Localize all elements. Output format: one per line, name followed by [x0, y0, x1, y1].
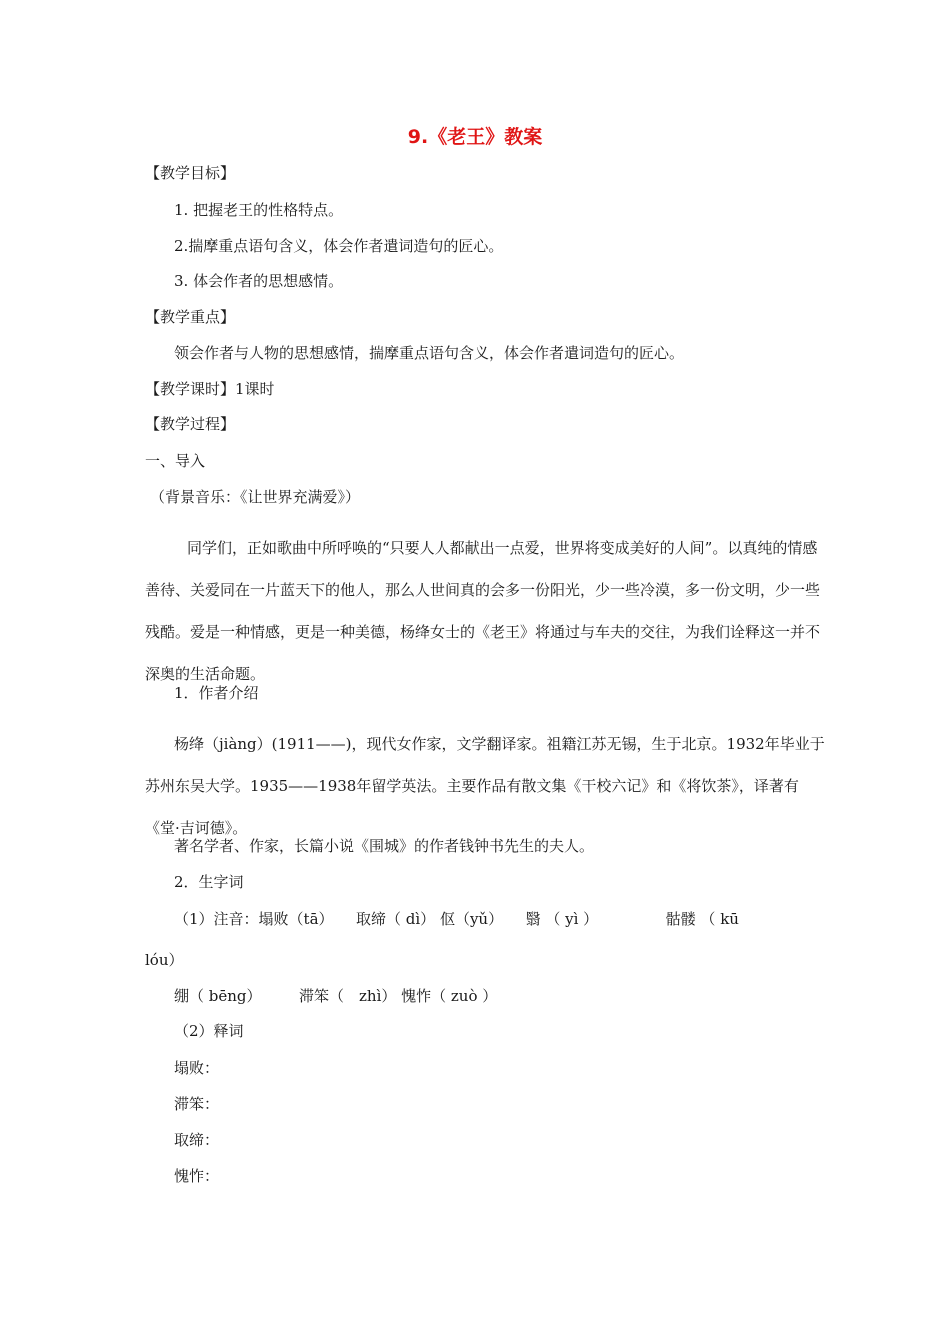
definition-item-3: 取缔： [174, 1131, 220, 1149]
definition-item-2: 滞笨： [174, 1095, 220, 1113]
pinyin-line-2: 绷（ bēng） 滞笨（ zhì） 愧怍（ zuò ） [174, 987, 498, 1005]
background-music-note: （背景音乐：《让世界充满爱》） [150, 488, 361, 506]
class-hours: 【教学课时】1课时 [145, 380, 275, 398]
author-note: 著名学者、作家，长篇小说《围城》的作者钱钟书先生的夫人。 [174, 837, 595, 855]
goal-item-3: 3. 体会作者的思想感情。 [174, 272, 344, 290]
pinyin-line-1: （1）注音：塌败（tā） 取缔（ dì） 伛（yǔ） 翳 （ yì ） 骷髅 （ kū [174, 910, 739, 928]
vocab-heading: 2．生字词 [174, 873, 244, 891]
author-heading: 1．作者介绍 [174, 684, 259, 702]
pinyin-line-1-continued: lóu） [145, 951, 184, 969]
key-points-text: 领会作者与人物的思想感情，揣摩重点语句含义，体会作者遣词造句的匠心。 [174, 344, 685, 362]
goal-item-2: 2.揣摩重点语句含义，体会作者遣词造句的匠心。 [174, 237, 504, 255]
document-title: 9.《老王》教案 [407, 126, 543, 148]
key-points-heading: 【教学重点】 [145, 308, 236, 326]
process-heading: 【教学过程】 [145, 415, 236, 433]
goal-item-1: 1. 把握老王的性格特点。 [174, 201, 344, 219]
definition-item-1: 塌败： [174, 1059, 220, 1077]
intro-heading: 一、导入 [145, 452, 206, 470]
definition-item-4: 愧怍： [174, 1167, 220, 1185]
definitions-heading: （2）释词 [174, 1022, 244, 1040]
goals-heading: 【教学目标】 [145, 164, 236, 182]
intro-paragraph: 同学们，正如歌曲中所呼唤的“只要人人都献出一点爱，世界将变成美好的人间”。以真纯的情感善待、关爱同在一片蓝天下的他人，那么人世间真的会多一份阳光，少一些冷漠，多一份文明，少一些残酷。爱是一种情感，更是一种美德，杨绛女士的《老王》将通过与车夫的交往，为我们诠释这一并不深奥的生活命题。 [145, 539, 821, 683]
author-paragraph: 杨绛（jiàng）(1911——)，现代女作家，文学翻译家。祖籍江苏无锡，生于北京。1932年毕业于苏州东吴大学。1935——1938年留学英法。主要作品有散文集《干校六记》和《将饮茶》，译著有《堂·吉诃德》。 [145, 735, 825, 837]
